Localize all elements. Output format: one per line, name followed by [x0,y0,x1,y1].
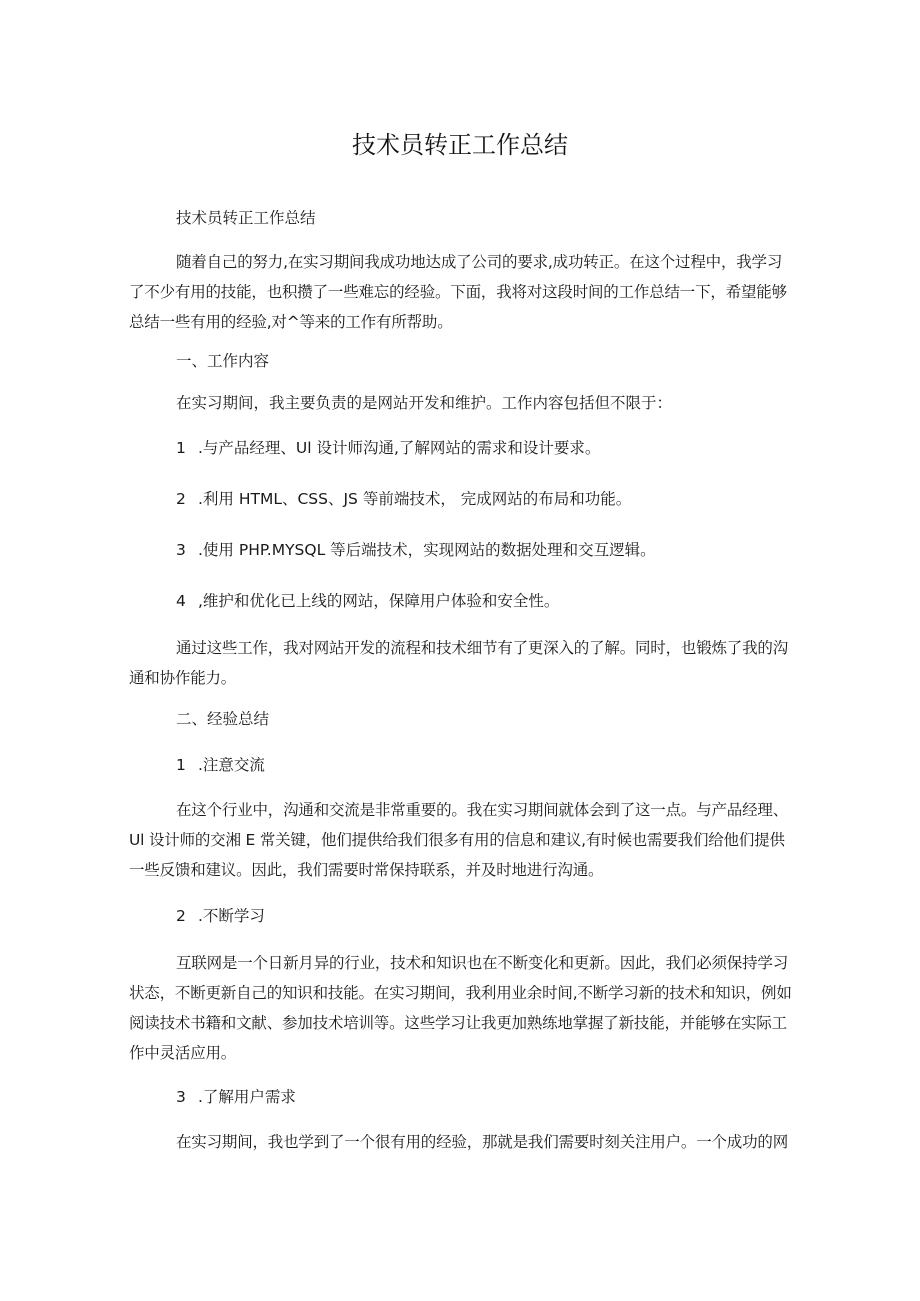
exp-title: .注意交流 [198,756,265,774]
subtitle: 技术员转正工作总结 [176,209,316,227]
task-text: ,维护和优化已上线的网站，保障用户体验和安全性。 [198,592,560,610]
document-title: 技术员转正工作总结 [352,131,568,159]
section2-heading: 二、经验总结 [176,710,270,728]
section1-intro: 在实习期间，我主要负责的是网站开发和维护。工作内容包括但不限于： [176,394,673,412]
exp-number: 1 [176,756,186,774]
task-number: 4 [176,592,186,610]
task-number: 1 [176,439,186,457]
exp2-heading [176,903,265,929]
exp3-heading [176,1084,296,1110]
exp-title: .不断学习 [198,907,265,925]
exp-number: 2 [176,907,186,925]
section1-heading: 一、工作内容 [176,352,270,370]
task-text: .利用 HTML、CSS、JS 等前端技术， 完成网站的布局和功能。 [198,490,632,508]
task-item-3 [176,537,656,563]
exp1-body: 在这个行业中，沟通和交流是非常重要的。我在实习期间就体会到了这一点。与产品经理、Ul 设计师的交湘 E 常关键，他们提供给我们很多有用的信息和建议,有时候也需要我们给他们提供一些反馈和建议。因此，我们需要时常保持联系，并及时地进行沟通。 [129,801,789,879]
task-item-1 [176,435,600,461]
exp3-body: 在实习期间，我也学到了一个很有用的经验，那就是我们需要时刻关注用户。一个成功的网 [176,1133,789,1151]
exp1-heading [176,752,265,778]
task-item-4 [176,588,559,614]
exp-number: 3 [176,1088,186,1106]
section1-summary: 通过这些工作，我对网站开发的流程和技术细节有了更深入的了解。同时，也锻炼了我的沟通和协作能力。 [129,639,789,687]
exp-title: .了解用户需求 [198,1088,296,1106]
task-number: 3 [176,541,186,559]
task-text: .与产品经理、Ul 设计师沟通,了解网站的需求和设计要求。 [198,439,601,457]
task-item-2 [176,486,631,512]
exp2-body: 互联网是一个日新月异的行业，技术和知识也在不断变化和更新。因此，我们必须保持学习状态，不断更新自己的知识和技能。在实习期间，我利用业余时间,不断学习新的技术和知识，例如阅读技术书籍和文献、参加技术培训等。这些学习让我更加熟练地掌握了新技能，并能够在实际工作中灵活应用。 [129,954,792,1062]
task-text: .使用 PHP.MYSQL 等后端技术，实现网站的数据处理和交互逻辑。 [198,541,656,559]
task-number: 2 [176,490,186,508]
intro-paragraph: 随着自己的努力,在实习期间我成功地达成了公司的要求,成功转正。在这个过程中，我学习了不少有用的技能，也积攒了一些难忘的经验。下面，我将对这段时间的工作总结一下，希望能够总结一些有用的经验,对^等来的工作有所帮助。 [129,253,787,331]
